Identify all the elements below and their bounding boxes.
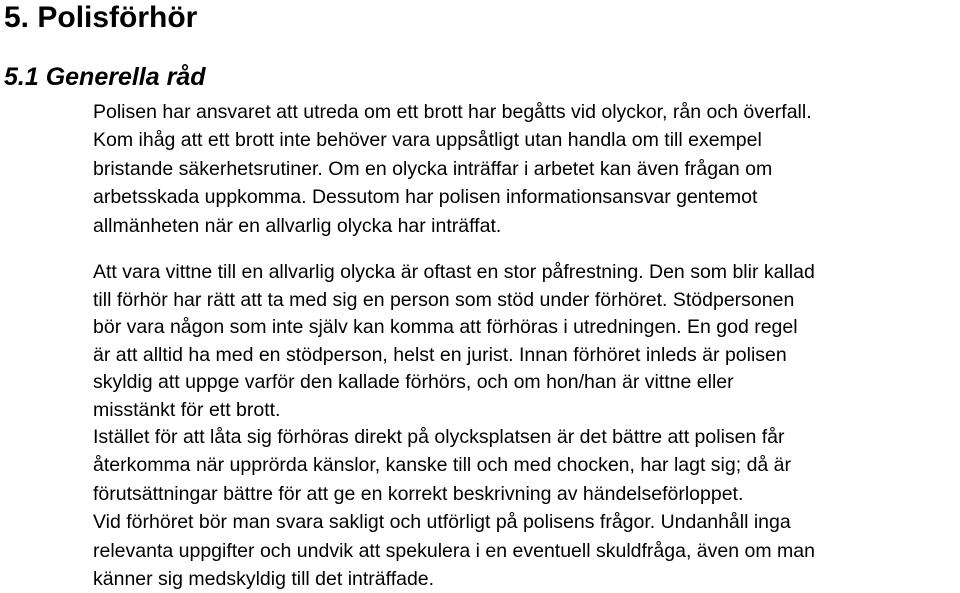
text-line: till förhör har rätt att ta med sig en person som stöd under förhöret. Stödpersonen [93,288,795,311]
text-line: återkomma när upprörda känslor, kanske till och med chocken, har lagt sig; då är [93,454,792,477]
section-title: 5.1 Generella råd [4,63,206,91]
chapter-title: 5. Polisförhör [4,1,198,34]
text-line: förutsättningar bättre för att ge en korrekt beskrivning av händelseförloppet. [93,482,744,505]
text-line: känner sig medskyldig till det inträffade. [93,568,435,591]
paragraph-interview-advice [93,423,959,593]
text-line: Polisen har ansvaret att utreda om ett brott har begåtts vid olyckor, rån och överfall. [93,101,812,123]
text-line: relevanta uppgifter och undvik att spekulera i en eventuell skuldfråga, även om man [93,539,815,562]
text-line: Kom ihåg att ett brott inte behöver vara uppsåtligt utan handla om till exempel [93,129,762,152]
text-line: Vid förhöret bör man svara sakligt och utförligt på polisens frågor. Undanhåll inga [93,511,791,534]
text-line: misstänkt för ett brott. [93,398,281,421]
text-line: skyldig att uppge varför den kallade förhörs, och om hon/han är vittne eller [93,371,734,394]
paragraph-police-responsibility [93,98,959,240]
text-line: är att alltid ha med en stödperson, helst en jurist. Innan förhöret inleds är polisen [93,343,787,366]
text-line: Att vara vittne till en allvarlig olycka är oftast en stor påfrestning. Den som blir kallad [93,261,815,283]
text-line: Istället för att låta sig förhöras direkt på olycksplatsen är det bättre att polisen får [93,426,785,448]
paragraph-witness-support [93,259,959,425]
text-line: bör vara någon som inte själv kan komma att förhöras i utredningen. En god regel [93,316,798,339]
text-line: allmänheten när en allvarlig olycka har inträffat. [93,214,502,237]
text-line: arbetsskada uppkomma. Dessutom har polisen informationsansvar gentemot [93,186,758,209]
text-line: bristande säkerhetsrutiner. Om en olycka inträffar i arbetet kan även frågan om [93,157,773,180]
